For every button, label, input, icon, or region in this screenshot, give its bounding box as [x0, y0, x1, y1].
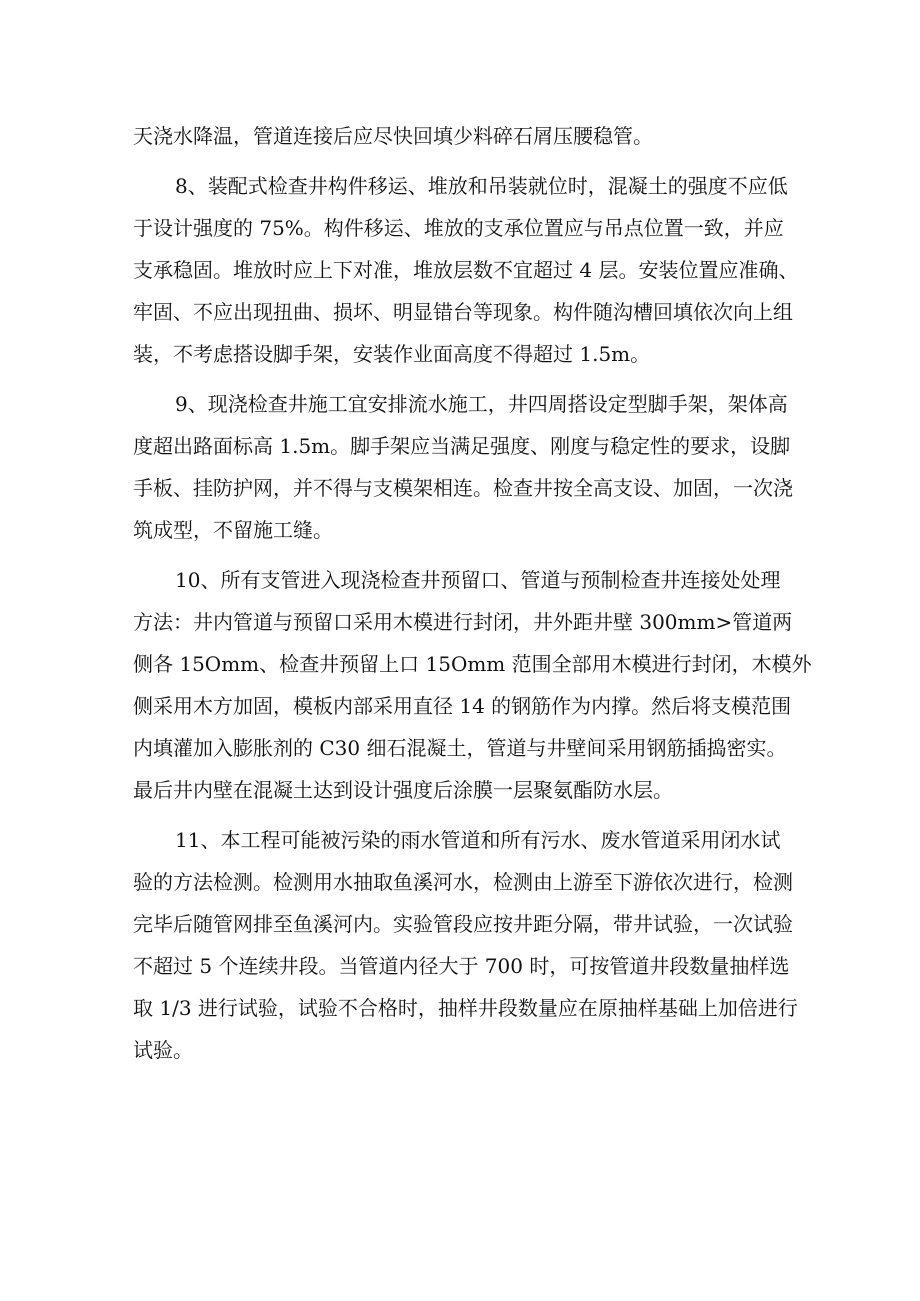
text-line: 天浇水降温，管道连接后应尽快回填少料碎石屑压腰稳管。: [133, 124, 653, 148]
text-line: 最后井内壁在混凝土达到设计强度后涂膜一层聚氨酯防水层。: [133, 778, 673, 802]
text-line: 试验。: [133, 1038, 193, 1062]
paragraph-8-line: 8、装配式检查井构件移运、堆放和吊装就位时，混凝土的强度不应低: [175, 174, 788, 198]
paragraph-11-line: 11、本工程可能被污染的雨水管道和所有污水、废水管道采用闭水试: [175, 828, 781, 852]
text-line: 筑成型，不留施工缝。: [133, 518, 333, 542]
text-line: 侧采用木方加固，模板内部采用直径 14 的钢筋作为内撑。然后将支模范围: [133, 694, 792, 718]
text-line: 手板、挂防护网，并不得与支模架相连。检查井按全高支设、加固，一次浇: [133, 476, 793, 500]
text-line: 支承稳固。堆放时应上下对准，堆放层数不宜超过 4 层。安装位置应准确、: [133, 258, 799, 282]
text-line: 于设计强度的 75%。构件移运、堆放的支承位置应与吊点位置一致，并应: [133, 216, 784, 240]
text-line: 验的方法检测。检测用水抽取鱼溪河水，检测由上游至下游依次进行，检测: [133, 870, 793, 894]
text-line: 牢固、不应出现扭曲、损坏、明显错台等现象。构件随沟槽回填依次向上组: [133, 300, 793, 324]
text-line: 方法：井内管道与预留口采用木模进行封闭，井外距井壁 300mm>管道两: [133, 610, 793, 634]
paragraph-9-line: 9、现浇检查井施工宜安排流水施工，井四周搭设定型脚手架，架体高: [175, 392, 788, 416]
text-line: 内填灌加入膨胀剂的 C30 细石混凝土，管道与井壁间采用钢筋插捣密实。: [133, 736, 787, 760]
text-line: 不超过 5 个连续井段。当管道内径大于 700 时，可按管道井段数量抽样选: [133, 954, 790, 978]
text-line: 装，不考虑搭设脚手架，安装作业面高度不得超过 1.5m。: [133, 342, 651, 366]
text-line: 取 1/3 进行试验，试验不合格时，抽样井段数量应在原抽样基础上加倍进行: [133, 996, 798, 1020]
text-line: 完毕后随管网排至鱼溪河内。实验管段应按井距分隔，带井试验，一次试验: [133, 912, 793, 936]
text-line: 度超出路面标高 1.5m。脚手架应当满足强度、刚度与稳定性的要求，设脚: [133, 434, 791, 458]
text-line: 侧各 15Omm、检查井预留上口 15Omm 范围全部用木模进行封闭，木模外: [133, 652, 812, 676]
paragraph-10-line: 10、所有支管进入现浇检查井预留口、管道与预制检查井连接处处理: [175, 568, 781, 592]
